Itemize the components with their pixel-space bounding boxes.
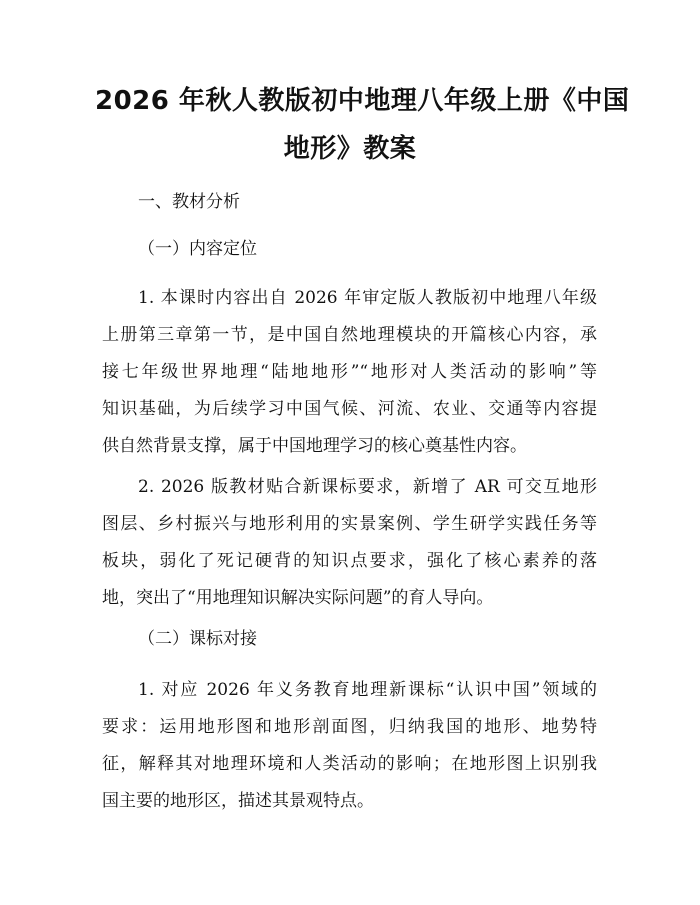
- subsection-heading-content-positioning: （一）内容定位: [138, 239, 257, 259]
- paragraph-content-positioning-1: [102, 280, 597, 465]
- subsection-heading-curriculum-alignment: （二）课标对接: [138, 629, 257, 649]
- paragraph-content-positioning-2: [102, 469, 597, 617]
- paragraph-line: 2. 2026 版教材贴合新课标要求，新增了 AR 可交互地形: [138, 477, 597, 497]
- paragraph-line: 征，解释其对地理环境和人类活动的影响；在地形图上识别我: [102, 754, 597, 774]
- paragraph-line: 地，突出了“用地理知识解决实际问题”的育人导向。: [102, 588, 494, 608]
- paragraph-line: 板块，弱化了死记硬背的知识点要求，强化了核心素养的落: [102, 551, 597, 571]
- paragraph-curriculum-alignment-1: [102, 672, 597, 820]
- document-title-line-2: 地形》教案: [283, 134, 417, 164]
- section-heading-textbook-analysis: 一、教材分析: [138, 192, 240, 212]
- paragraph-line: 接七年级世界地理“陆地地形”“地形对人类活动的影响”等: [102, 362, 597, 382]
- paragraph-line: 要求：运用地形图和地形剖面图，归纳我国的地形、地势特: [102, 717, 597, 737]
- paragraph-line: 图层、乡村振兴与地形利用的实景案例、学生研学实践任务等: [102, 514, 597, 534]
- paragraph-line: 知识基础，为后续学习中国气候、河流、农业、交通等内容提: [102, 399, 597, 419]
- paragraph-line: 上册第三章第一节，是中国自然地理模块的开篇核心内容，承: [102, 325, 597, 345]
- document-title-line-1: 2026 年秋人教版初中地理八年级上册《中国: [95, 86, 630, 116]
- paragraph-line: 1. 对应 2026 年义务教育地理新课标“认识中国”领域的: [138, 680, 597, 700]
- paragraph-line: 1. 本课时内容出自 2026 年审定版人教版初中地理八年级: [138, 288, 597, 308]
- paragraph-line: 国主要的地形区，描述其景观特点。: [102, 791, 374, 811]
- paragraph-line: 供自然背景支撑，属于中国地理学习的核心奠基性内容。: [102, 436, 527, 456]
